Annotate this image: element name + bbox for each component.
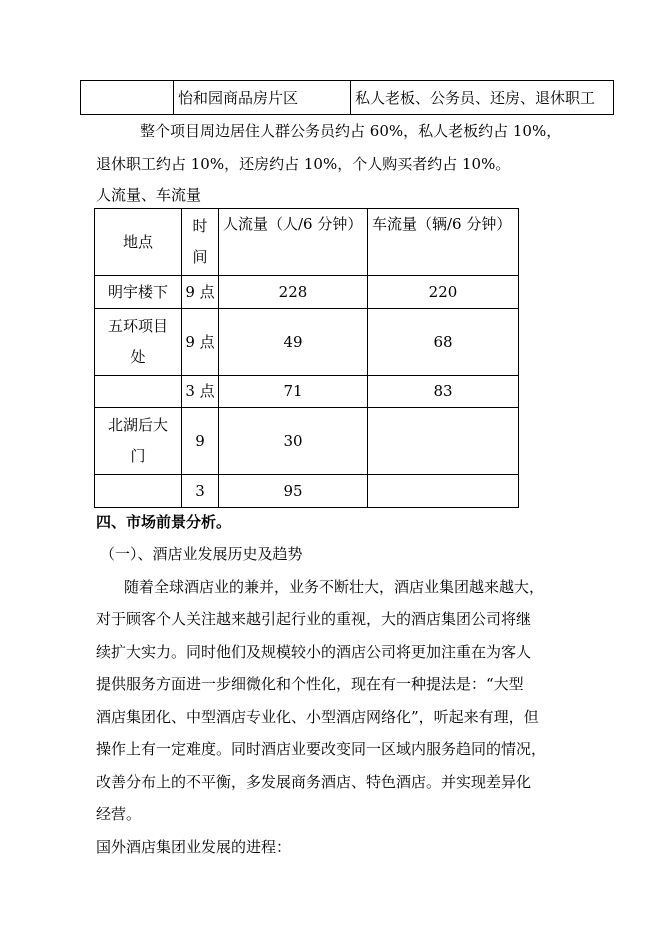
- cell-people: 71: [219, 376, 368, 408]
- cell-location: [95, 376, 182, 408]
- cell-time: 9: [182, 408, 219, 475]
- table-row: [95, 309, 519, 376]
- cell-cars: [368, 408, 519, 475]
- cell-location: [95, 309, 182, 376]
- cell-people: 30: [219, 408, 368, 475]
- cell-cars: [368, 475, 519, 508]
- closing-line: 国外酒店集团业发展的进程：: [96, 838, 292, 856]
- cell-people: 228: [219, 276, 368, 309]
- paragraph-line: 随着全球酒店业的兼并，业务不断壮大，酒店业集团越来越大，: [124, 578, 545, 596]
- table-row: [95, 475, 519, 508]
- cell-cars: 83: [368, 376, 519, 408]
- paragraph-line: 改善分布上的不平衡，多发展商务酒店、特色酒店。并实现差异化: [96, 773, 532, 791]
- cell-time: 9 点: [182, 276, 219, 309]
- header-people: 人流量（人/6 分钟）: [219, 209, 368, 276]
- cell-cars: 68: [368, 309, 519, 376]
- paragraph-line: 操作上有一定难度。同时酒店业要改变同一区域内服务趋同的情况，: [96, 740, 547, 758]
- header-cars: 车流量（辆/6 分钟）: [368, 209, 519, 276]
- table-row: [95, 408, 519, 475]
- table-row: [81, 81, 614, 115]
- intro-line-2: 退休职工约占 10%，还房约占 10%，个人购买者约占 10%。: [96, 155, 511, 173]
- intro-line-1: 整个项目周边居住人群公务员约占 60%，私人老板约占 10%，: [140, 122, 562, 140]
- cell-time: 9 点: [182, 309, 219, 376]
- header-location: 地点: [95, 209, 182, 276]
- cell-location-text: 五环项目处: [107, 317, 168, 366]
- header-time: [182, 209, 219, 276]
- paragraph-line: 提供服务方面进一步细微化和个性化，现在有一种提法是：“大型: [96, 675, 524, 693]
- paragraph-line: 续扩大实力。同时他们及规模较小的酒店公司将更加注重在为客人: [96, 643, 532, 661]
- table-header-row: [95, 209, 519, 276]
- cell-people: 95: [219, 475, 368, 508]
- table-row: [95, 276, 519, 309]
- table-row: [95, 376, 519, 408]
- header-time-text: 时间: [192, 217, 208, 266]
- flow-title: 人流量、车流量: [96, 186, 202, 204]
- cell-location: [95, 408, 182, 475]
- cell-time: 3 点: [182, 376, 219, 408]
- residents-table-fragment: [80, 80, 614, 115]
- table-cell: 怡和园商品房片区: [174, 81, 351, 115]
- section-heading: 四、市场前景分析。: [96, 513, 232, 531]
- cell-time: 3: [182, 475, 219, 508]
- cell-location: 明宇楼下: [95, 276, 182, 309]
- paragraph-line: 经营。: [96, 805, 142, 823]
- cell-cars: 220: [368, 276, 519, 309]
- paragraph-line: 酒店集团化、中型酒店专业化、小型酒店网络化”，听起来有理，但: [96, 708, 539, 726]
- table-cell: [81, 81, 174, 115]
- cell-people: 49: [219, 309, 368, 376]
- paragraph-line: 对于顾客个人关注越来越引起行业的重视，大的酒店集团公司将继: [96, 610, 532, 628]
- subsection-heading: （一）、酒店业发展历史及趋势: [100, 545, 303, 563]
- traffic-table: [94, 208, 519, 508]
- cell-location: [95, 475, 182, 508]
- cell-location-text: 北湖后大门: [107, 416, 168, 465]
- table-cell: 私人老板、公务员、还房、退休职工: [351, 81, 614, 115]
